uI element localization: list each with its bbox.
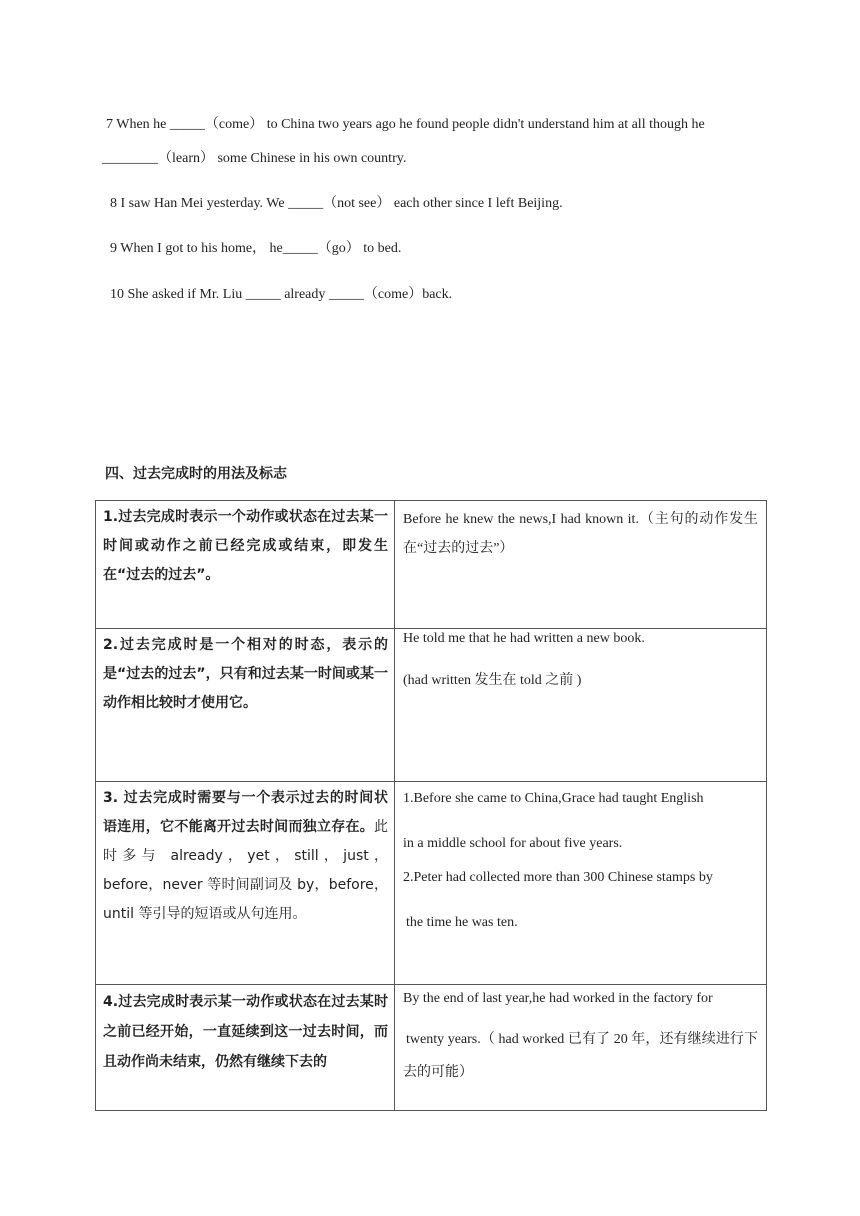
exercise-9: 9 When I got to his home， he_____（go） to bed. <box>110 241 402 256</box>
example-1-text: Before he knew the news,I had known it.（主句的动作发生在“过去的过去”） <box>403 512 758 556</box>
table-cell-rule <box>96 985 395 1111</box>
table-row <box>96 782 767 985</box>
table-cell-example <box>395 629 767 782</box>
example-2-line-1: He told me that he had written a new book. <box>403 631 645 646</box>
rule-3-text: 3. 过去完成时需要与一个表示过去的时间状语连用，它不能离开过去时间而独立存在。此时多与 already，yet，still，just，before，never 等时间副词及 by，before，until 等引导的短语或从句连用。 <box>103 790 388 922</box>
usage-table <box>95 500 767 1111</box>
section-title: 四、过去完成时的用法及标志 <box>105 466 287 482</box>
example-4-line-1: By the end of last year,he had worked in the factory for <box>403 991 713 1006</box>
table-cell-rule <box>96 782 395 985</box>
table-cell-rule <box>96 629 395 782</box>
table-row <box>96 501 767 629</box>
table-cell-example <box>395 782 767 985</box>
exercise-7-line-2: ________（learn） some Chinese in his own country. <box>102 151 407 166</box>
rule-1-text: 1.过去完成时表示一个动作或状态在过去某一时间或动作之前已经完成或结束，即发生在“过去的过去”。 <box>103 509 388 583</box>
example-4-line-2: twenty years.（ had worked 已有了 20 年，还有继续进行下去的可能） <box>403 1032 758 1080</box>
example-3-line-1: 1.Before she came to China,Grace had taught English <box>403 791 704 806</box>
rule-2-text: 2.过去完成时是一个相对的时态，表示的是“过去的过去”，只有和过去某一时间或某一动作相比较时才使用它。 <box>103 637 388 711</box>
example-3-line-4: the time he was ten. <box>406 915 518 930</box>
rule-4-text: 4.过去完成时表示某一动作或状态在过去某时之前已经开始，一直延续到这一过去时间，而且动作尚未结束，仍然有继续下去的 <box>103 994 388 1070</box>
exercise-7-line-1: 7 When he _____（come） to China two years ago he found people didn't understand him at all though he <box>106 117 705 132</box>
table-cell-rule <box>96 501 395 629</box>
table-row <box>96 629 767 782</box>
table-cell-example <box>395 985 767 1111</box>
table-cell-example <box>395 501 767 629</box>
table-row <box>96 985 767 1111</box>
example-3-line-3: 2.Peter had collected more than 300 Chinese stamps by <box>403 870 713 885</box>
example-3-line-2: in a middle school for about five years. <box>403 836 623 851</box>
exercise-10: 10 She asked if Mr. Liu _____ already _____（come）back. <box>110 287 453 302</box>
example-2-line-2: (had written 发生在 told 之前 ) <box>403 673 582 688</box>
exercise-8: 8 I saw Han Mei yesterday. We _____（not see） each other since I left Beijing. <box>110 196 563 211</box>
